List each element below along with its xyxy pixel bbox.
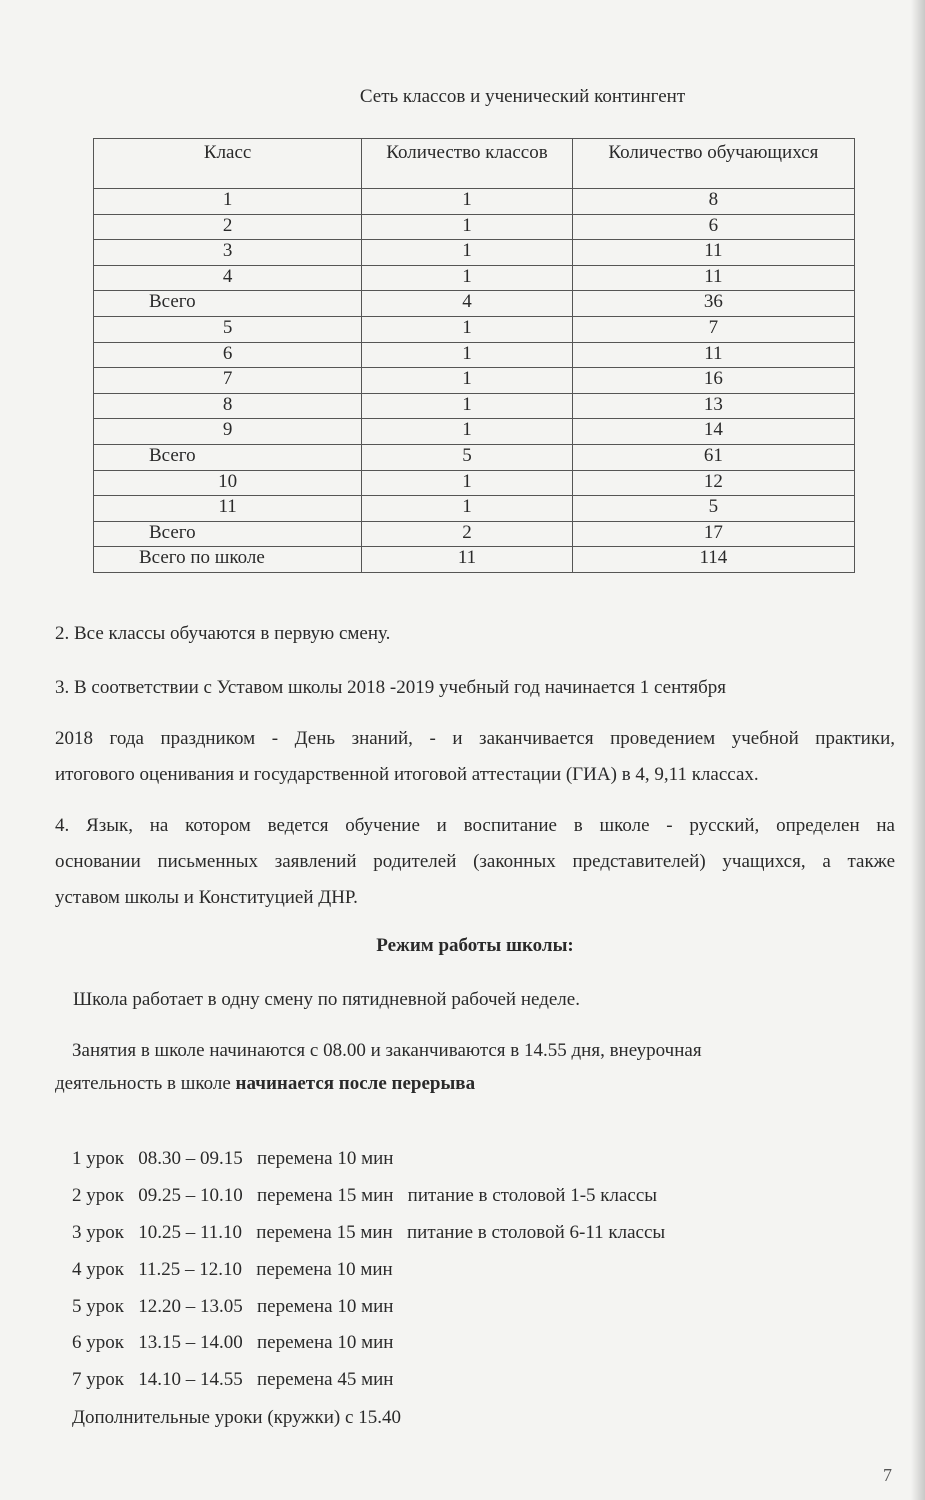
table-row-grand-total — [94, 547, 855, 573]
cell-class: 11 — [94, 496, 362, 522]
cell-student-count: 16 — [572, 368, 854, 394]
cell-class-count: 1 — [362, 342, 572, 368]
lesson-6: 6 урок 13.15 – 14.00 перемена 10 мин — [72, 1332, 394, 1353]
table-row — [94, 316, 855, 342]
header-student-count: Количество обучающихся — [572, 139, 854, 189]
header-class-count: Количество классов — [362, 139, 572, 189]
cell-class: 6 — [94, 342, 362, 368]
cell-class-count: 5 — [362, 444, 572, 470]
table-row — [94, 368, 855, 394]
cell-student-count: 11 — [572, 265, 854, 291]
cell-student-count: 114 — [572, 547, 854, 573]
cell-class-count: 1 — [362, 470, 572, 496]
cell-student-count: 12 — [572, 470, 854, 496]
lesson-2: 2 урок 09.25 – 10.10 перемена 15 мин питание в столовой 1-5 классы — [72, 1185, 658, 1206]
table-row — [94, 265, 855, 291]
cell-student-count: 7 — [572, 316, 854, 342]
lesson-1: 1 урок 08.30 – 09.15 перемена 10 мин — [72, 1148, 394, 1169]
paragraph-3-line-3: итогового оценивания и государственной итоговой аттестации (ГИА) в 4, 9,11 классах. — [55, 764, 759, 785]
lesson-5: 5 урок 12.20 – 13.05 перемена 10 мин — [72, 1296, 394, 1317]
table-row — [94, 240, 855, 266]
cell-class: Всего — [94, 444, 362, 470]
cell-student-count: 61 — [572, 444, 854, 470]
lesson-3: 3 урок 10.25 – 11.10 перемена 15 мин питание в столовой 6-11 классы — [72, 1222, 666, 1243]
cell-class: 8 — [94, 393, 362, 419]
cell-class-count: 1 — [362, 265, 572, 291]
mode-paragraph-1: Школа работает в одну смену по пятидневной рабочей неделе. — [73, 989, 580, 1010]
paragraph-3-line-1: 3. В соответствии с Уставом школы 2018 -2019 учебный год начинается 1 сентября — [55, 677, 726, 698]
table-row — [94, 393, 855, 419]
paragraph-2: 2. Все классы обучаются в первую смену. — [55, 623, 391, 644]
cell-student-count: 13 — [572, 393, 854, 419]
cell-class: 5 — [94, 316, 362, 342]
table-title: Сеть классов и ученический контингент — [359, 86, 686, 107]
cell-class: 1 — [94, 189, 362, 215]
cell-class-count: 1 — [362, 240, 572, 266]
cell-class-count: 4 — [362, 291, 572, 317]
table-row — [94, 470, 855, 496]
table-row — [94, 342, 855, 368]
cell-class: 4 — [94, 265, 362, 291]
table-row-subtotal — [94, 521, 855, 547]
cell-class-count: 11 — [362, 547, 572, 573]
table-row — [94, 189, 855, 215]
header-class: Класс — [94, 139, 362, 189]
cell-class-count: 1 — [362, 419, 572, 445]
cell-student-count: 6 — [572, 214, 854, 240]
mode-paragraph-2-line-2 — [55, 1066, 895, 1102]
cell-class-count: 1 — [362, 214, 572, 240]
paragraph-4-line-2: основании письменных заявлений родителей (законных представителей) учащихся, а также — [55, 851, 895, 872]
cell-student-count: 8 — [572, 189, 854, 215]
mode-paragraph-2-line-1: Занятия в школе начинаются с 08.00 и заканчиваются в 14.55 дня, внеурочная — [72, 1040, 702, 1061]
cell-student-count: 17 — [572, 521, 854, 547]
cell-class: 3 — [94, 240, 362, 266]
cell-class-count: 1 — [362, 393, 572, 419]
cell-student-count: 11 — [572, 240, 854, 266]
page-number: 7 — [883, 1465, 892, 1485]
cell-class-count: 1 — [362, 316, 572, 342]
cell-class-count: 1 — [362, 496, 572, 522]
cell-class: 10 — [94, 470, 362, 496]
cell-class: Всего — [94, 521, 362, 547]
mode-paragraph-2-bold: начинается после перерыва — [235, 1073, 476, 1094]
extra-lessons: Дополнительные уроки (кружки) с 15.40 — [72, 1407, 401, 1428]
paragraph-4-line-1: 4. Язык, на котором ведется обучение и воспитание в школе - русский, определен на — [55, 815, 895, 836]
table-row-subtotal — [94, 444, 855, 470]
cell-class-count: 1 — [362, 189, 572, 215]
mode-paragraph-2-text: деятельность в школе — [55, 1073, 236, 1094]
lesson-4: 4 урок 11.25 – 12.10 перемена 10 мин — [72, 1259, 393, 1280]
cell-class-count: 1 — [362, 368, 572, 394]
lesson-7: 7 урок 14.10 – 14.55 перемена 45 мин — [72, 1369, 394, 1390]
cell-student-count: 5 — [572, 496, 854, 522]
cell-class: 9 — [94, 419, 362, 445]
table-row — [94, 214, 855, 240]
cell-class: 7 — [94, 368, 362, 394]
paragraph-3-line-2: 2018 года праздником - День знаний, - и заканчивается проведением учебной практики, — [55, 728, 895, 749]
table-row-subtotal — [94, 291, 855, 317]
mode-heading: Режим работы школы: — [376, 935, 574, 956]
table-row — [94, 419, 855, 445]
cell-class-count: 2 — [362, 521, 572, 547]
cell-student-count: 14 — [572, 419, 854, 445]
cell-student-count: 11 — [572, 342, 854, 368]
cell-class: Всего по школе — [94, 547, 362, 573]
scan-edge-shadow — [911, 0, 925, 1500]
cell-class: 2 — [94, 214, 362, 240]
table-row — [94, 496, 855, 522]
table-header-row — [94, 139, 855, 189]
class-network-table — [93, 138, 855, 573]
cell-student-count: 36 — [572, 291, 854, 317]
cell-class: Всего — [94, 291, 362, 317]
paragraph-4-line-3: уставом школы и Конституцией ДНР. — [55, 887, 358, 908]
